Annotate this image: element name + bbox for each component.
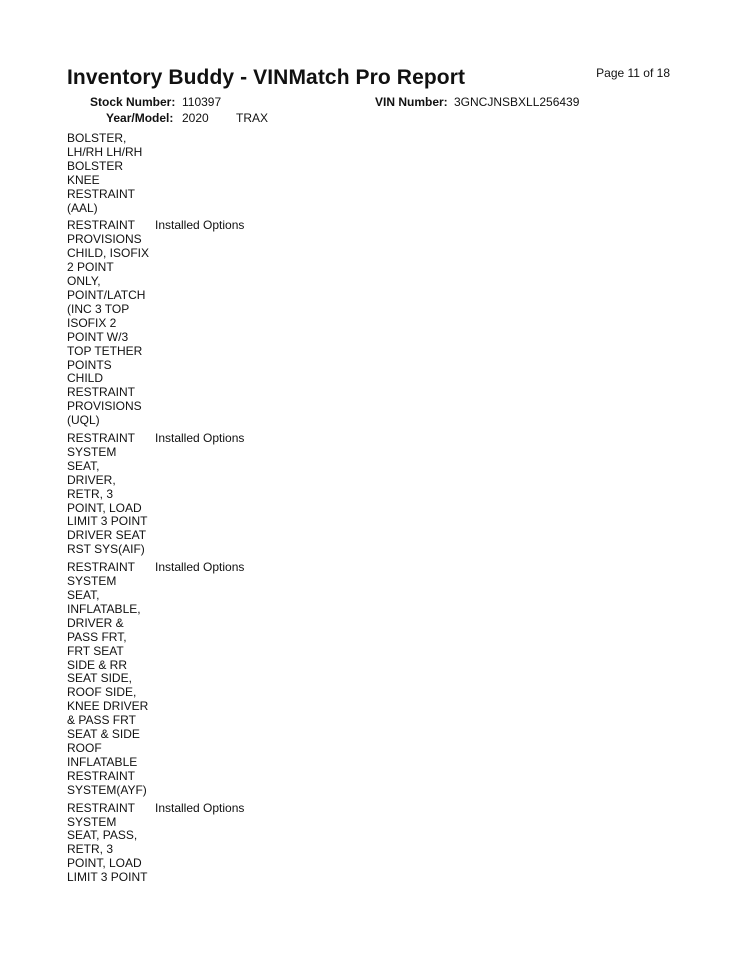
option-description	[67, 802, 155, 885]
description-line: RETR, 3	[67, 486, 114, 501]
description-line: SYSTEM	[67, 814, 117, 829]
option-entry	[67, 802, 367, 885]
description-line: (UQL)	[67, 413, 100, 428]
description-line: (INC 3 TOP	[67, 301, 130, 316]
page-number: Page 11 of 18	[596, 66, 670, 80]
option-type: Installed Options	[155, 800, 245, 815]
description-line: POINT, LOAD	[67, 500, 142, 515]
description-line: RESTRAINT	[67, 218, 136, 233]
option-entry	[67, 561, 367, 797]
description-line: FRT SEAT	[67, 643, 124, 658]
vin-value: 3GNCJNSBXLL256439	[454, 95, 580, 109]
description-line: TOP TETHER	[67, 343, 143, 358]
description-line: KNEE	[67, 172, 100, 187]
report-title: Inventory Buddy - VINMatch Pro Report	[67, 66, 466, 89]
description-line: DRIVER,	[67, 472, 116, 487]
description-line: SEAT, PASS,	[67, 828, 138, 843]
description-line: PROVISIONS	[67, 399, 142, 414]
description-line: RESTRAINT	[67, 186, 136, 201]
description-line: SYSTEM	[67, 574, 117, 589]
option-type: Installed Options	[155, 431, 245, 446]
description-line: DRIVER SEAT	[67, 528, 147, 543]
description-line: RST SYS(AIF)	[67, 542, 145, 557]
description-line: ROOF	[67, 740, 102, 755]
description-line: RESTRAINT	[67, 800, 136, 815]
description-line: RESTRAINT	[67, 560, 136, 575]
options-list	[67, 132, 367, 889]
description-line: CHILD	[67, 371, 104, 386]
description-line: SEAT SIDE,	[67, 671, 132, 686]
stock-number-value: 110397	[182, 95, 222, 109]
description-line: LIMIT 3 POINT	[67, 514, 148, 529]
option-entry	[67, 219, 367, 428]
description-line: BOLSTER	[67, 158, 124, 173]
description-line: POINT W/3	[67, 329, 129, 344]
description-line: POINT, LOAD	[67, 856, 142, 871]
description-line: DRIVER &	[67, 615, 124, 630]
description-line: LH/RH LH/RH	[67, 144, 143, 159]
description-line: LIMIT 3 POINT	[67, 870, 148, 885]
year-value: 2020	[182, 111, 209, 125]
option-type: Installed Options	[155, 560, 245, 575]
description-line: ROOF SIDE,	[67, 685, 137, 700]
description-line: CHILD, ISOFIX	[67, 246, 150, 261]
option-description	[67, 219, 155, 428]
vin-label: VIN Number:	[375, 95, 448, 109]
option-description	[67, 132, 155, 215]
description-line: SEAT & SIDE	[67, 727, 140, 742]
description-line: PASS FRT,	[67, 629, 127, 644]
stock-number-label: Stock Number:	[90, 95, 176, 109]
description-line: & PASS FRT	[67, 713, 136, 728]
description-line: ISOFIX 2	[67, 315, 117, 330]
description-line: SYSTEM(AYF)	[67, 782, 147, 797]
description-line: POINT/LATCH	[67, 287, 146, 302]
option-entry	[67, 132, 367, 215]
description-line: INFLATABLE	[67, 754, 138, 769]
option-description	[67, 432, 155, 557]
description-line: RESTRAINT	[67, 385, 136, 400]
option-description	[67, 561, 155, 797]
description-line: (AAL)	[67, 200, 98, 215]
description-line: RESTRAINT	[67, 431, 136, 446]
option-type: Installed Options	[155, 218, 245, 233]
description-line: SEAT,	[67, 458, 100, 473]
description-line: ONLY,	[67, 274, 101, 289]
description-line: KNEE DRIVER	[67, 699, 149, 714]
description-line: RETR, 3	[67, 842, 114, 857]
description-line: INFLATABLE,	[67, 601, 141, 616]
description-line: PROVISIONS	[67, 232, 142, 247]
description-line: SIDE & RR	[67, 657, 128, 672]
description-line: POINTS	[67, 357, 112, 372]
model-value: TRAX	[236, 111, 269, 125]
option-entry	[67, 432, 367, 557]
description-line: BOLSTER,	[67, 131, 127, 145]
description-line: SEAT,	[67, 588, 100, 602]
description-line: 2 POINT	[67, 260, 114, 275]
description-line: RESTRAINT	[67, 768, 136, 783]
description-line: SYSTEM	[67, 444, 117, 459]
year-model-label: Year/Model:	[106, 111, 174, 125]
